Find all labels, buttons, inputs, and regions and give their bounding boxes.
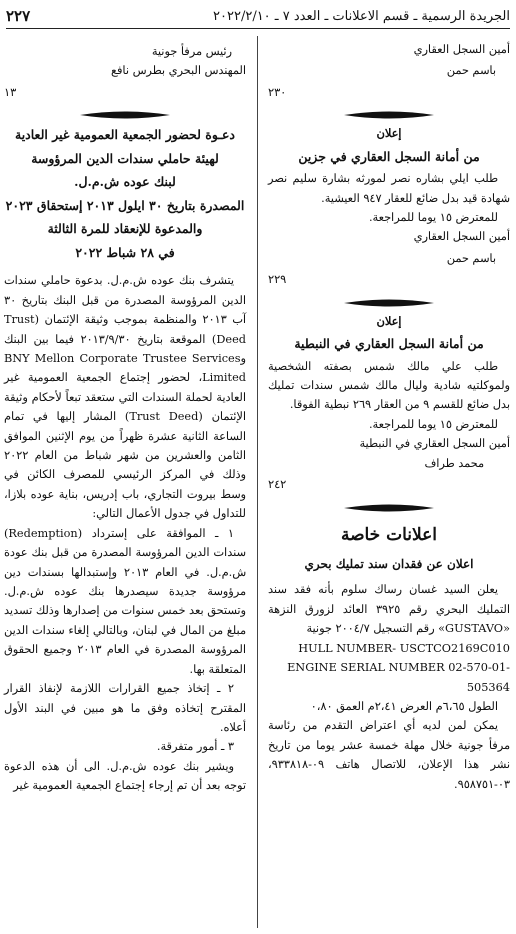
notice-heading: إعلان	[376, 126, 402, 141]
invitation-title: والمدعوة للإنعقاد للمرة الثالثة	[47, 221, 203, 237]
left-column	[4, 40, 246, 796]
invitation-title: لهيئة حاملي سندات الدين المرؤوسة	[31, 150, 219, 166]
ornament-divider-icon	[80, 110, 170, 120]
notice-title: اعلان عن فقدان سند تمليك بحري	[304, 556, 474, 571]
signature-title: أمين السجل العقاري	[413, 230, 510, 244]
invitation-title: في ٢٨ شباط ٢٠٢٢	[75, 244, 175, 260]
signature-title: رئيس مرفأ جونية	[151, 45, 232, 58]
signature-title: أمين السجل العقاري	[413, 43, 510, 56]
header-title: الجريدة الرسمية ـ قسم الاعلانات ـ العدد ٧ ـ ٢٠٢٢/٢/١٠	[213, 8, 510, 24]
engine-serial-number: ENGINE SERIAL NUMBER 02-570-01-505364	[287, 661, 510, 694]
hull-number: HULL NUMBER- USCTCO2169C010	[298, 641, 510, 655]
notice-title: من أمانة السجل العقاري في جزين	[298, 148, 480, 164]
signature-name: المهندس البحري بطرس نافع	[110, 64, 246, 78]
objection-notice: يمكن لمن لديه أي اعتراض التقدم من رئاسة مرفأ جونية خلال مهلة خمسة عشر يوما من تاريخ نشر هذا الإعلان، للاتصال هاتف ٠٩-٩٣٣٨١٨، ٠٣-٩٥٨٧٥١.	[268, 719, 510, 791]
notice-number: ٢٤٢	[268, 478, 287, 492]
agenda-item: ٣ ـ أمور متفرقة.	[156, 740, 234, 754]
ornament-divider-icon	[344, 110, 434, 120]
notice-heading: إعلان	[376, 313, 402, 328]
notice-number: ١٣	[4, 85, 17, 99]
invitation-body: يتشرف بنك عوده ش.م.ل. بدعوة حاملي سندات الدين المرؤوسة المصدرة من قبل البنك بتاريخ ٣٠ آب ٢٠١٣ والمنظمة بموجب وثيقة الإئتمان (Trust Deed) الموقعة بتاريخ ٢٠١٣/٩/٣٠ فيما بين البنك وBNY Mellon Corporate Trustee Services Limited، لحضور إجتماع الجمعية العمومية غير العادية لحملة السندات التي ستعقد تبعاً لأحكام وثيقة الإئتمان (Trust Deed) المشار إليها في تمام الساعة الثانية عشرة ظهراً من يوم الإثنين الموافق الثامن والعشرين من شهر شباط من العام ٢٠٢٢ وذلك في المركز الرئيسي للمصرف الكائن في وسط بيروت التجاري، باب إدريس، بناية عوده بلازا، للتداول في جدول الأعمال التالي:	[4, 274, 246, 521]
column-divider	[257, 36, 258, 928]
boat-dimensions: الطول ٦،٦٥م العرض ٢،٤١م العمق ٠،٨٠	[310, 699, 498, 713]
page-header	[6, 4, 510, 29]
notice-body: طلب ايلي بشاره نصر لمورثه بشارة سليم نصر شهادة قيد بدل ضائع للعقار ٩٤٧ العيشية.	[268, 172, 510, 205]
agenda-item: ١ ـ الموافقة على إسترداد (Redemption) سندات الدين المرؤوسة المصدرة من قبل بنك عودة ش.م.ل. في العام ٢٠١٣ وإستبدالها بسندات دين مرؤوسة جديدة سيصدرها بنك عوده ش.م.ل. وتستحق بعد خمس سنوات من إصدارها وذلك تسديد مبلغ من المال في لبنان، وبالتالي إلغاء سندات الدين المرؤوسة المصدرة في العام ٢٠١٣ وجميع الحقوق المتعلقة بها.	[4, 526, 246, 676]
signature-name: باسم حمن	[446, 251, 496, 265]
notice-number: ٢٣٠	[268, 85, 287, 99]
notice-body: يعلن السيد غسان رساك سلوم بأنه فقد سند التمليك البحري رقم ٣٩٢٥ العائد لزورق النزهة «GUSTAVO» رقم التسجيل ٢٠٠٤/٧ جونية	[268, 583, 510, 636]
invitation-title: دعـوة لحضور الجمعية العمومية غير العادية	[15, 127, 235, 143]
notice-review: للمعترض ١٥ يوما للمراجعة.	[368, 211, 498, 225]
invitation-title: المصدرة بتاريخ ٣٠ ايلول ٢٠١٣ إستحقاق ٢٠٢٣	[5, 197, 245, 213]
ornament-divider-icon	[344, 298, 434, 308]
agenda-item: ٢ ـ إتخاذ جميع القرارات اللازمة لإنفاذ القرار المقترح إتخاذه وفق ما هو مبين في البند الأول أعلاه.	[4, 682, 246, 734]
invitation-title: لبنك عوده ش.م.ل.	[74, 174, 176, 190]
notice-review: للمعترض ١٥ يوما للمراجعة.	[368, 417, 498, 431]
page-number: ٢٢٧	[6, 7, 31, 25]
signature-name: محمد طراف	[424, 456, 484, 470]
special-notices-heading: اعلانات خاصة	[340, 524, 438, 545]
notice-number: ٢٢٩	[268, 273, 287, 287]
notice-body: طلب علي مالك شمس بصفته الشخصية ولموكلتيه شادية وليال مالك شمس سندات تمليك بدل ضائع للقسم ٩ من العقار ٢٦٩ نبطية الفوقا.	[268, 359, 510, 412]
signature-title: أمين السجل العقاري في النبطية	[359, 437, 510, 451]
right-column	[268, 40, 510, 794]
invitation-closing: ويشير بنك عوده ش.م.ل. الى أن هذه الدعوة توجه بعد أن تم إرجاء إجتماع الجمعية العمومية غير	[4, 759, 246, 793]
signature-name: باسم حمن	[446, 64, 496, 78]
notice-title: من أمانة السجل العقاري في النبطية	[294, 336, 484, 352]
ornament-divider-icon	[344, 503, 434, 513]
